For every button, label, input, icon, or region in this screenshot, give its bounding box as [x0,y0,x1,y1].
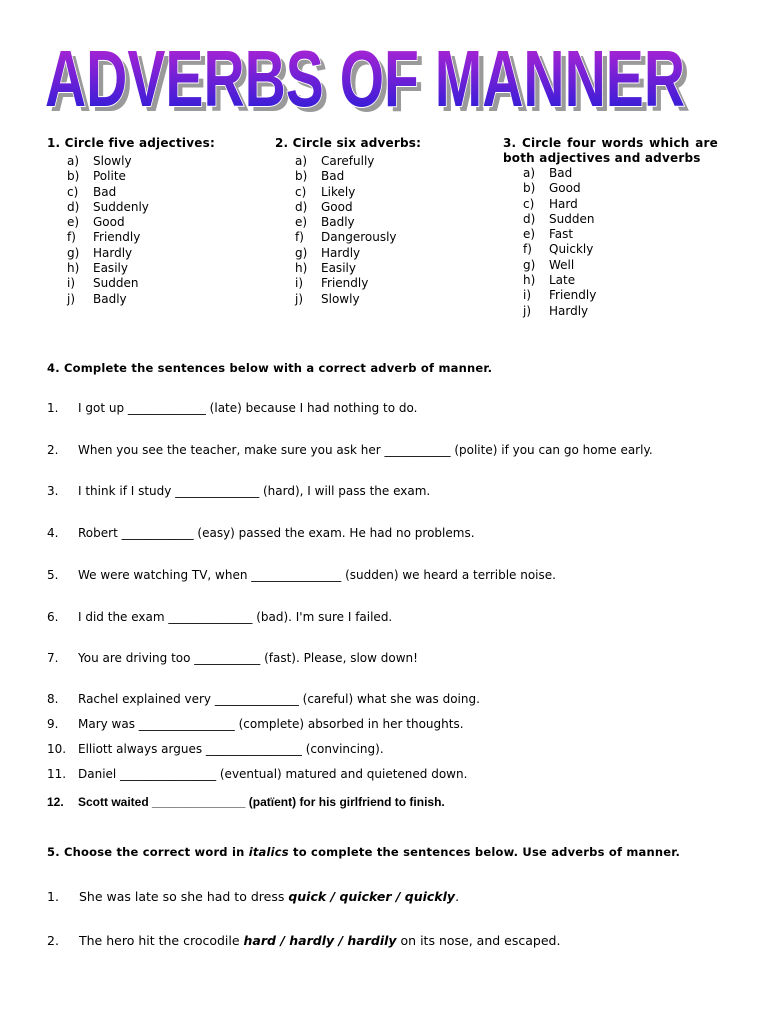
sentence-text: We were watching TV, when _______________ (sudden) we heard a terrible noise. [78,568,556,582]
sentence-number: 5. [47,568,59,582]
item-letter: j) [67,291,76,306]
item-word: Hardly [93,245,133,260]
list-item [523,197,718,212]
item-word: Bad [93,184,117,199]
item-letter: j) [523,303,532,318]
item-word: Good [549,181,581,196]
item-letter: h) [295,261,308,276]
exercise-1-heading: 1. Circle five adjectives: [47,136,215,150]
list-item [295,169,421,184]
exercise-1-list [47,154,215,307]
sentence-row [47,767,467,781]
list-item [67,185,215,200]
sentence-text: Rachel explained very ______________ (careful) what she was doing. [78,692,480,706]
list-item [295,292,421,307]
item-word: Fast [549,227,574,242]
sentence-row [47,651,418,665]
sentence-text: I got up _____________ (late) because I had nothing to do. [78,401,418,415]
item-letter: b) [67,169,80,184]
sentence-row [47,443,653,457]
item-word: Carefully [321,154,375,168]
sentence-row [47,795,445,809]
list-item [523,181,718,196]
item-letter: f) [523,242,532,257]
item-word: Hardly [321,245,361,260]
item-letter: b) [295,169,308,184]
title-graphic [0,30,768,118]
word-choices: quick / quicker / quickly [288,889,456,904]
sentence-number: 12. [47,795,64,809]
item-letter: a) [523,166,536,180]
item-letter: f) [67,230,76,245]
item-letter: i) [67,276,76,291]
item-word: Hard [549,196,578,211]
list-item [67,154,215,169]
sentence-text: Daniel ________________ (eventual) matured and quietened down. [78,767,468,781]
list-item [67,292,215,307]
list-item [295,200,421,215]
item-letter: e) [67,215,80,230]
item-letter: c) [295,184,307,199]
list-item [295,230,421,245]
item-word: Likely [321,184,356,199]
item-word: Friendly [549,288,597,303]
list-item [295,261,421,276]
item-word: Dangerously [321,230,397,245]
item-word: Hardly [549,303,589,318]
word-choices: hard / hardly / hardily [243,933,397,948]
exercise-2 [275,136,421,307]
item-letter: i) [523,288,532,303]
exercise-5-heading [47,845,680,859]
item-letter: e) [523,227,536,242]
title-text: ADVERBS OF MANNER [45,34,685,118]
sentence-text: I did the exam ______________ (bad). I'm sure I failed. [78,610,393,624]
sentence-number: 3. [47,484,59,498]
sentence-row [47,568,556,582]
choice-sentence-row [47,889,459,904]
sentence-row [47,484,430,498]
title-shadow: ADVERBS OF MANNER [50,39,690,118]
sentence-number: 7. [47,651,59,665]
choice-sentence-row [47,933,560,948]
item-letter: a) [67,154,80,168]
list-item [523,304,718,319]
sentence-number: 9. [47,717,59,731]
item-word: Well [549,257,575,272]
item-letter: b) [523,181,536,196]
sentence-number: 4. [47,526,59,540]
item-word: Good [93,215,125,230]
sentence-number: 11. [47,767,67,781]
item-word: Friendly [321,276,369,291]
exercise-1 [47,136,215,307]
item-letter: a) [295,154,308,168]
sentence-row [47,742,384,756]
list-item [523,212,718,227]
exercise-3-list [503,166,718,319]
item-letter: c) [67,184,79,199]
list-item [67,230,215,245]
sentence-number: 10. [47,742,67,756]
sentence-text-pre: She was late so she had to dress [79,889,289,904]
item-letter: d) [67,199,80,214]
item-word: Late [549,273,576,288]
sentence-text: Mary was ________________ (complete) absorbed in her thoughts. [78,717,464,731]
sentence-row [47,717,464,731]
item-word: Easily [93,261,128,276]
list-item [523,166,718,181]
item-letter: e) [295,215,308,230]
item-letter: h) [67,261,80,276]
list-item [523,242,718,257]
sentence-row [47,692,480,706]
sentence-number: 2. [47,443,59,457]
exercise-2-heading: 2. Circle six adverbs: [275,136,422,150]
list-item [67,261,215,276]
sentence-row [47,610,392,624]
sentence-text: Elliott always argues ________________ (convincing). [78,742,384,756]
sentence-number: 6. [47,610,59,624]
item-word: Slowly [93,154,132,168]
sentence-text-pre: The hero hit the crocodile [79,933,244,948]
sentence-text: Robert ____________ (easy) passed the exam. He had no problems. [78,526,475,540]
sentence-text: Scott waited ______________ (patïent) for his girlfriend to finish. [78,795,445,809]
list-item [67,215,215,230]
list-item [67,246,215,261]
item-word: Slowly [321,291,360,306]
item-letter: j) [295,291,304,306]
worksheet-title [0,30,768,118]
exercise-3-heading-line1: 3. Circle four words which are [503,136,718,150]
item-word: Sudden [93,276,139,291]
list-item [295,246,421,261]
item-word: Quickly [549,242,594,257]
item-word: Bad [549,166,573,180]
list-item [67,169,215,184]
item-letter: c) [523,196,535,211]
sentence-row [47,526,475,540]
exercise-2-list [275,154,421,307]
item-letter: g) [295,245,308,260]
item-word: Bad [321,169,345,184]
item-letter: f) [295,230,304,245]
item-letter: i) [295,276,304,291]
exercise-3 [503,136,718,319]
item-letter: d) [523,211,536,226]
sentence-number: 2. [47,933,59,948]
item-word: Sudden [549,211,595,226]
list-item [523,288,718,303]
list-item [295,215,421,230]
exercise-5-heading-pre: 5. Choose the correct word in [47,845,249,859]
sentence-text: I think if I study ______________ (hard), I will pass the exam. [78,484,431,498]
list-item [523,258,718,273]
item-word: Badly [93,291,127,306]
sentence-row [47,401,417,415]
item-word: Polite [93,169,126,184]
item-word: Badly [321,215,355,230]
item-word: Friendly [93,230,141,245]
sentence-text-post: on its nose, and escaped. [396,933,561,948]
list-item [295,154,421,169]
list-item [523,227,718,242]
item-letter: d) [295,199,308,214]
sentence-number: 1. [47,401,59,415]
sentence-number: 1. [47,889,59,904]
sentence-text: When you see the teacher, make sure you ask her ___________ (polite) if you can go home early. [78,443,653,457]
item-word: Good [321,199,353,214]
item-letter: g) [523,257,536,272]
list-item [523,273,718,288]
item-word: Suddenly [93,199,149,214]
list-item [67,200,215,215]
sentence-number: 8. [47,692,59,706]
list-item [295,185,421,200]
sentence-text: You are driving too ___________ (fast). Please, slow down! [78,651,418,665]
exercise-4-heading: 4. Complete the sentences below with a correct adverb of manner. [47,361,493,375]
exercise-5-heading-post: to complete the sentences below. Use adverbs of manner. [288,845,681,859]
list-item [295,276,421,291]
item-word: Easily [321,261,356,276]
item-letter: h) [523,273,536,288]
sentence-text-post: . [455,889,460,904]
list-item [67,276,215,291]
exercise-5-heading-italic: italics [248,845,289,859]
item-letter: g) [67,245,80,260]
exercise-3-heading-line2: both adjectives and adverbs [503,151,701,165]
